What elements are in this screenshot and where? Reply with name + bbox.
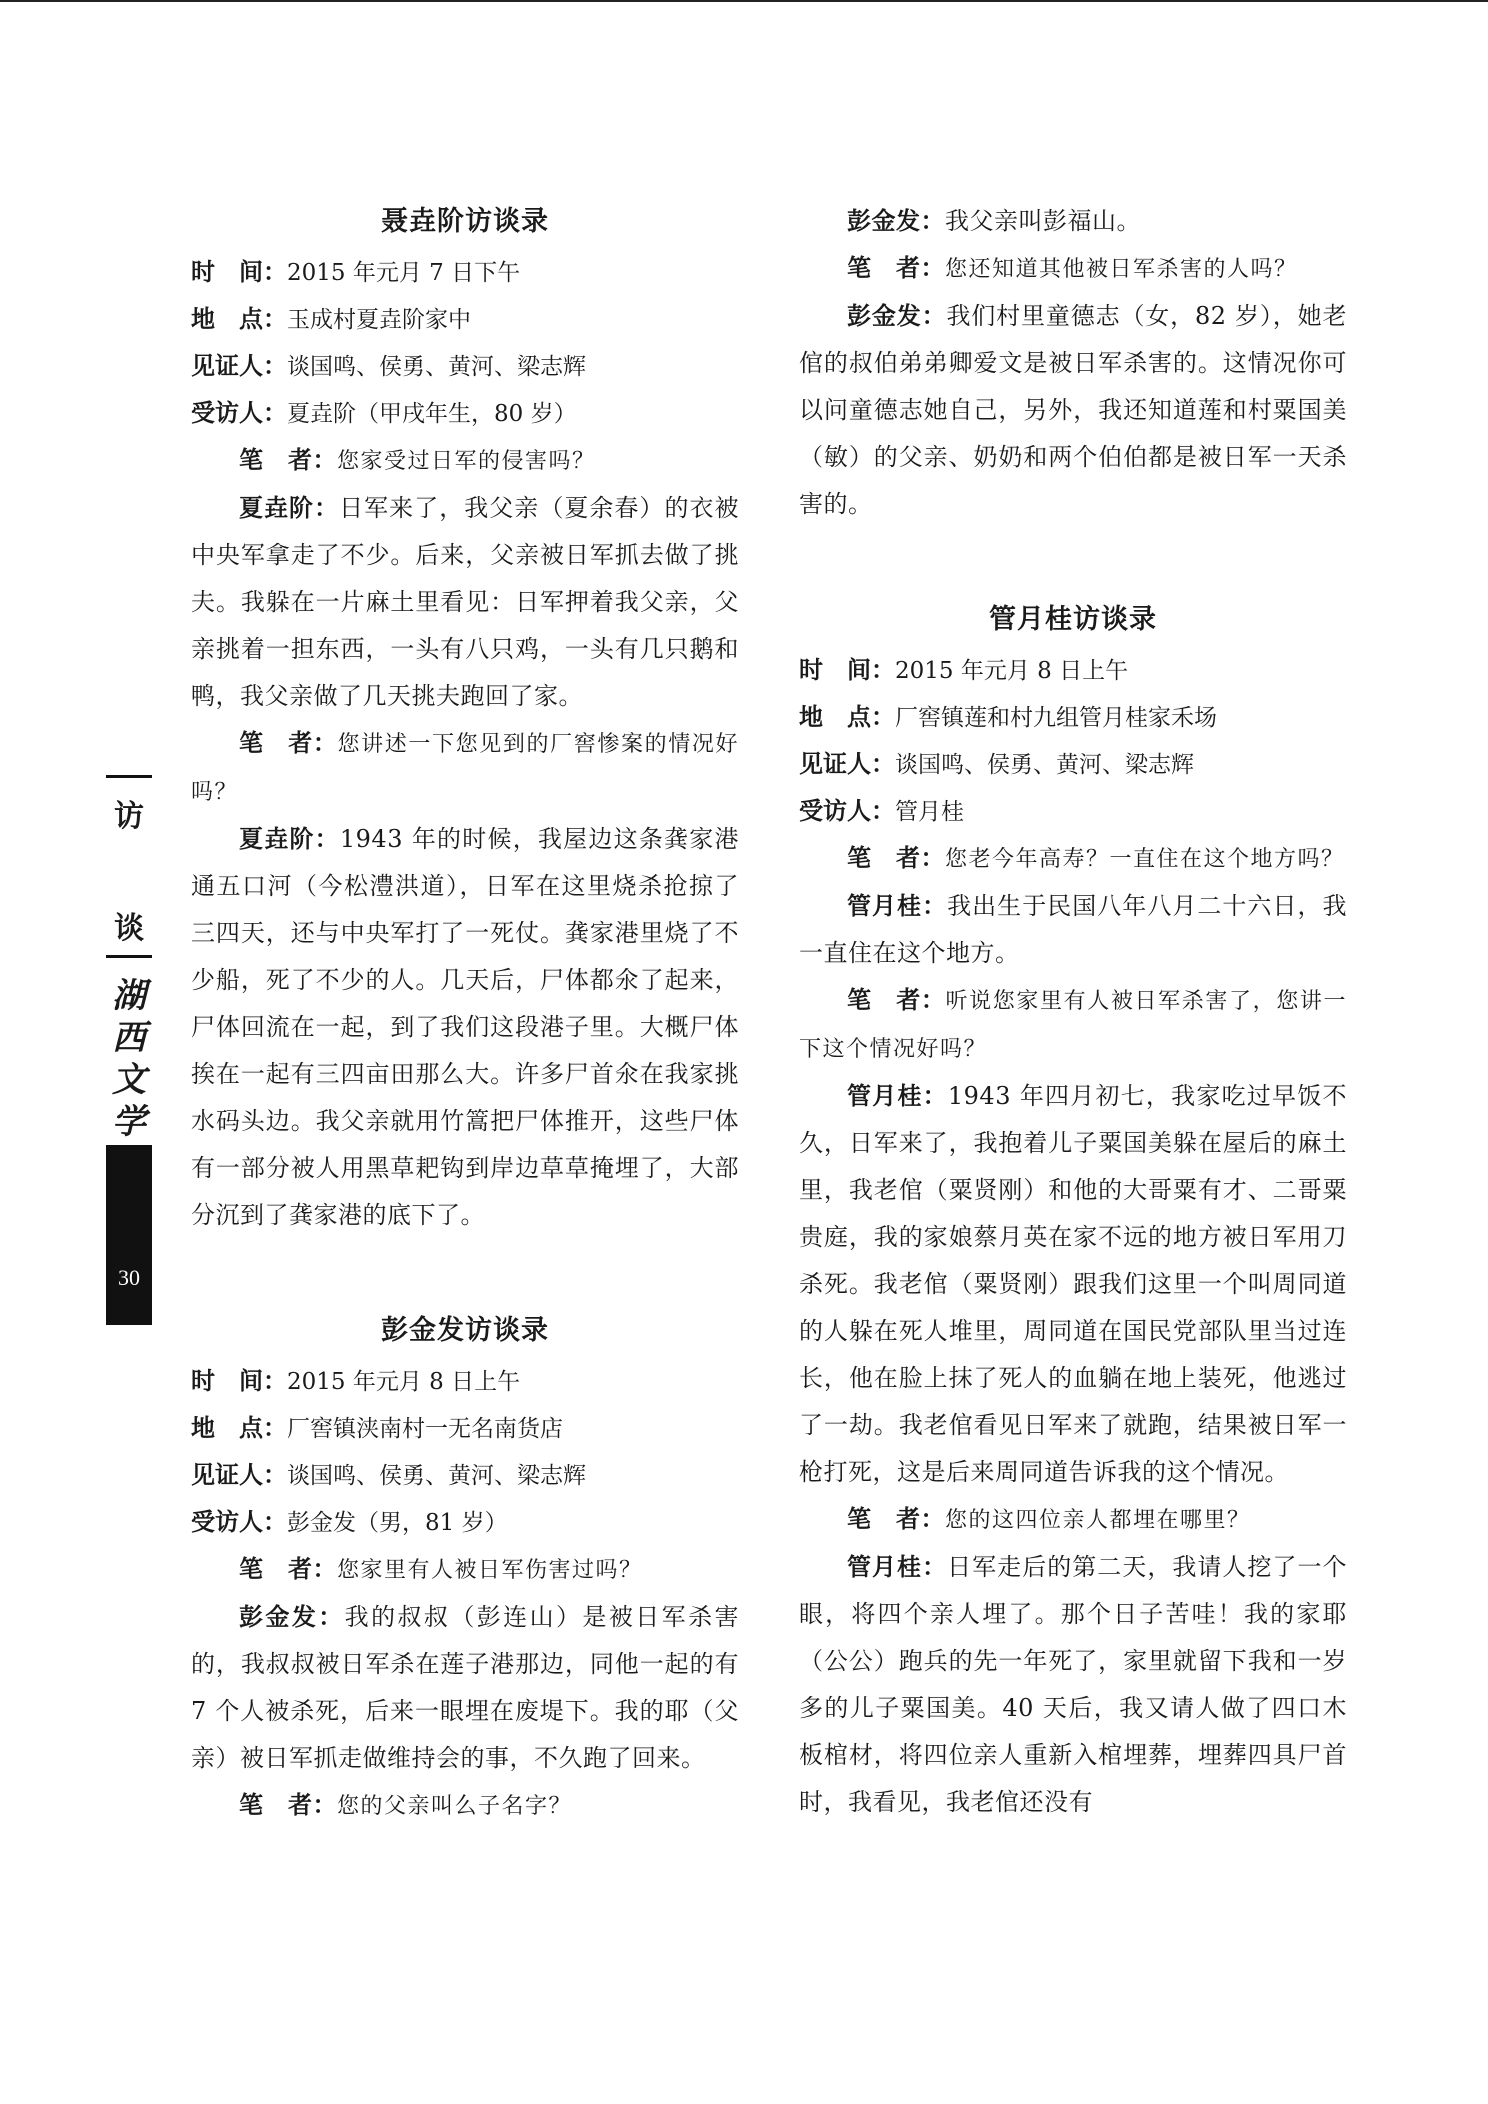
dialogue-text: 1943 年的时候，我屋边这条龚家港通五口河（今松澧洪道），日军在这里烧杀抢掠了三四天，还与中央军打了一死仗。龚家港里烧了不少船，死了不少的人。几天后，尸体都氽了起来，尸体回流在一起，到了我们这段港子里。大概尸体挨在一起有三四亩田那么大。许多尸首氽在我家挑水码头边。我父亲就用竹篙把尸体推开，这些尸体有一部分被人用黑草耙钩到岸边草草掩埋了，大部分沉到了龚家港的底下了。 bbox=[191, 825, 739, 1229]
section-peng-interview bbox=[191, 1316, 739, 1830]
dialogue-answer bbox=[191, 816, 739, 1239]
section-gap bbox=[799, 528, 1347, 594]
dialogue-text: 我出生于民国八年八月二十六日，我一直住在这个地方。 bbox=[799, 892, 1348, 967]
meta-key: 地 点： bbox=[191, 1414, 287, 1442]
meta-time bbox=[191, 1358, 739, 1405]
meta-place bbox=[191, 296, 739, 343]
dialogue-text: 1943 年四月初七，我家吃过早饭不久，日军来了，我抱着儿子粟国美躲在屋后的麻土里，我老倌（粟贤刚）和他的大哥粟有才、二哥粟贵庭，我的家娘蔡月英在家不远的地方被日军用刀杀死。我老倌（粟贤刚）跟我们这里一个叫周同道的人躲在死人堆里，周同道在国民党部队里当过连长，他在脸上抹了死人的血躺在地上装死，他逃过了一劫。我老倌看见日军来了就跑，结果被日军一枪打死，这是后来周同道告诉我的这个情况。 bbox=[799, 1082, 1347, 1486]
dialogue-answer bbox=[191, 1594, 739, 1782]
meta-key: 时 间： bbox=[191, 258, 287, 286]
meta-place bbox=[191, 1405, 739, 1452]
page-number-block bbox=[106, 1145, 152, 1325]
dialogue-answer bbox=[799, 1073, 1347, 1496]
dialogue-text: 您老今年高寿？一直住在这个地方吗？ bbox=[945, 847, 1345, 872]
section-title: 管月桂访谈录 bbox=[989, 604, 1157, 635]
section-title: 彭金发访谈录 bbox=[381, 1315, 549, 1346]
speaker-label: 管月桂： bbox=[847, 1082, 948, 1110]
page-top-border bbox=[0, 0, 1488, 2]
meta-value: 2015 年元月 7 日下午 bbox=[287, 260, 521, 286]
meta-key: 受访人： bbox=[799, 797, 895, 825]
dialogue-text: 您还知道其他被日军杀害的人吗？ bbox=[945, 257, 1298, 282]
sidebar-rule-top bbox=[106, 775, 152, 778]
speaker-label: 笔 者： bbox=[239, 1791, 337, 1819]
meta-key: 见证人： bbox=[191, 1461, 287, 1489]
speaker-label: 夏垚阶： bbox=[239, 825, 340, 853]
dialogue-question bbox=[799, 1496, 1347, 1544]
dialogue-text: 日军来了，我父亲（夏余春）的衣被中央军拿走了不少。后来，父亲被日军抓去做了挑夫。我躲在一片麻土里看见：日军押着我父亲，父亲挑着一担东西，一头有八只鸡，一头有几只鹅和鸭，我父亲做了几天挑夫跑回了家。 bbox=[191, 494, 740, 710]
dialogue-question bbox=[191, 720, 739, 816]
dialogue-text: 您讲述一下您见到的厂窖惨案的情况好吗？ bbox=[191, 732, 739, 805]
dialogue-answer bbox=[799, 883, 1347, 977]
peng-interview-continued bbox=[799, 198, 1347, 528]
section-title: 聂垚阶访谈录 bbox=[381, 206, 549, 237]
dialogue-text: 您的父亲叫么子名字？ bbox=[337, 1794, 573, 1819]
meta-key: 见证人： bbox=[191, 352, 287, 380]
speaker-label: 笔 者： bbox=[239, 446, 337, 474]
meta-value: 厂窖镇浃南村一无名南货店 bbox=[287, 1416, 563, 1442]
dialogue-text: 您家受过日军的侵害吗？ bbox=[337, 449, 596, 474]
meta-value: 管月桂 bbox=[895, 799, 964, 825]
meta-key: 受访人： bbox=[191, 399, 287, 427]
meta-value: 玉成村夏垚阶家中 bbox=[287, 307, 471, 333]
speaker-label: 彭金发： bbox=[239, 1603, 345, 1631]
meta-witnesses bbox=[799, 741, 1347, 788]
meta-key: 地 点： bbox=[799, 703, 895, 731]
meta-interviewee bbox=[191, 1499, 739, 1546]
speaker-label: 彭金发： bbox=[847, 302, 947, 330]
speaker-label: 管月桂： bbox=[847, 1553, 948, 1581]
dialogue-text: 听说您家里有人被日军杀害了，您讲一下这个情况好吗？ bbox=[799, 989, 1347, 1062]
meta-value: 谈国鸣、侯勇、黄河、梁志辉 bbox=[895, 752, 1194, 778]
section-gap bbox=[191, 1239, 739, 1305]
meta-key: 见证人： bbox=[799, 750, 895, 778]
dialogue-question bbox=[191, 437, 739, 485]
meta-value: 2015 年元月 8 日上午 bbox=[895, 658, 1129, 684]
journal-logo: 湖西文学 bbox=[112, 976, 146, 1142]
meta-key: 时 间： bbox=[191, 1367, 287, 1395]
meta-value: 夏垚阶（甲戌年生，80 岁） bbox=[287, 401, 577, 427]
dialogue-question bbox=[799, 245, 1347, 293]
dialogue-question bbox=[799, 835, 1347, 883]
section-nie-interview bbox=[191, 207, 739, 1239]
meta-value: 2015 年元月 8 日上午 bbox=[287, 1369, 521, 1395]
meta-interviewee bbox=[191, 390, 739, 437]
meta-interviewee bbox=[799, 788, 1347, 835]
meta-time bbox=[191, 249, 739, 296]
dialogue-answer bbox=[799, 198, 1347, 245]
left-column bbox=[191, 196, 739, 1830]
meta-value: 彭金发（男，81 岁） bbox=[287, 1510, 508, 1536]
meta-value: 厂窖镇莲和村九组管月桂家禾场 bbox=[895, 705, 1217, 731]
speaker-label: 笔 者： bbox=[239, 1555, 337, 1583]
speaker-label: 彭金发： bbox=[847, 207, 945, 235]
speaker-label: 笔 者： bbox=[847, 986, 946, 1014]
meta-witnesses bbox=[191, 1452, 739, 1499]
dialogue-answer bbox=[799, 1544, 1347, 1826]
meta-key: 时 间： bbox=[799, 656, 895, 684]
speaker-label: 笔 者： bbox=[847, 844, 945, 872]
dialogue-text: 日军走后的第二天，我请人挖了一个眼，将四个亲人埋了。那个日子苦哇！我的家耶（公公）跑兵的先一年死了，家里就留下我和一岁多的儿子粟国美。40 天后，我又请人做了四口木板棺材，将四位亲人重新入棺埋葬，埋葬四具尸首时，我看见，我老倌还没有 bbox=[799, 1553, 1348, 1816]
meta-place bbox=[799, 694, 1347, 741]
meta-value: 谈国鸣、侯勇、黄河、梁志辉 bbox=[287, 1463, 586, 1489]
dialogue-text: 我们村里童德志（女，82 岁），她老倌的叔伯弟弟卿爱文是被日军杀害的。这情况你可以问童德志她自己，另外，我还知道莲和村粟国美（敏）的父亲、奶奶和两个伯伯都是被日军一天杀害的。 bbox=[799, 302, 1347, 518]
dialogue-text: 我父亲叫彭福山。 bbox=[945, 207, 1141, 235]
right-column bbox=[799, 196, 1347, 1826]
dialogue-question bbox=[191, 1546, 739, 1594]
sidebar-section-char: 谈 bbox=[114, 911, 144, 946]
meta-key: 地 点： bbox=[191, 305, 287, 333]
speaker-label: 笔 者： bbox=[847, 254, 945, 282]
dialogue-answer bbox=[191, 485, 739, 720]
sidebar-rule-bottom bbox=[106, 955, 152, 958]
meta-value: 谈国鸣、侯勇、黄河、梁志辉 bbox=[287, 354, 586, 380]
meta-witnesses bbox=[191, 343, 739, 390]
page-number: 30 bbox=[118, 1265, 140, 1290]
dialogue-text: 我的叔叔（彭连山）是被日军杀害的，我叔叔被日军杀在莲子港那边，同他一起的有 7 个人被杀死，后来一眼埋在废堤下。我的耶（父亲）被日军抓走做维持会的事，不久跑了回来。 bbox=[191, 1603, 740, 1772]
speaker-label: 管月桂： bbox=[847, 892, 948, 920]
dialogue-text: 您的这四位亲人都埋在哪里？ bbox=[945, 1508, 1251, 1533]
sidebar-section-char: 访 bbox=[114, 799, 144, 834]
speaker-label: 笔 者： bbox=[239, 729, 338, 757]
speaker-label: 夏垚阶： bbox=[239, 494, 340, 522]
dialogue-text: 您家里有人被日军伤害过吗？ bbox=[337, 1558, 643, 1583]
speaker-label: 笔 者： bbox=[847, 1505, 945, 1533]
meta-time bbox=[799, 647, 1347, 694]
meta-key: 受访人： bbox=[191, 1508, 287, 1536]
dialogue-answer bbox=[799, 293, 1347, 528]
section-guan-interview bbox=[799, 605, 1347, 1826]
dialogue-question bbox=[799, 977, 1347, 1073]
dialogue-question bbox=[191, 1782, 739, 1830]
